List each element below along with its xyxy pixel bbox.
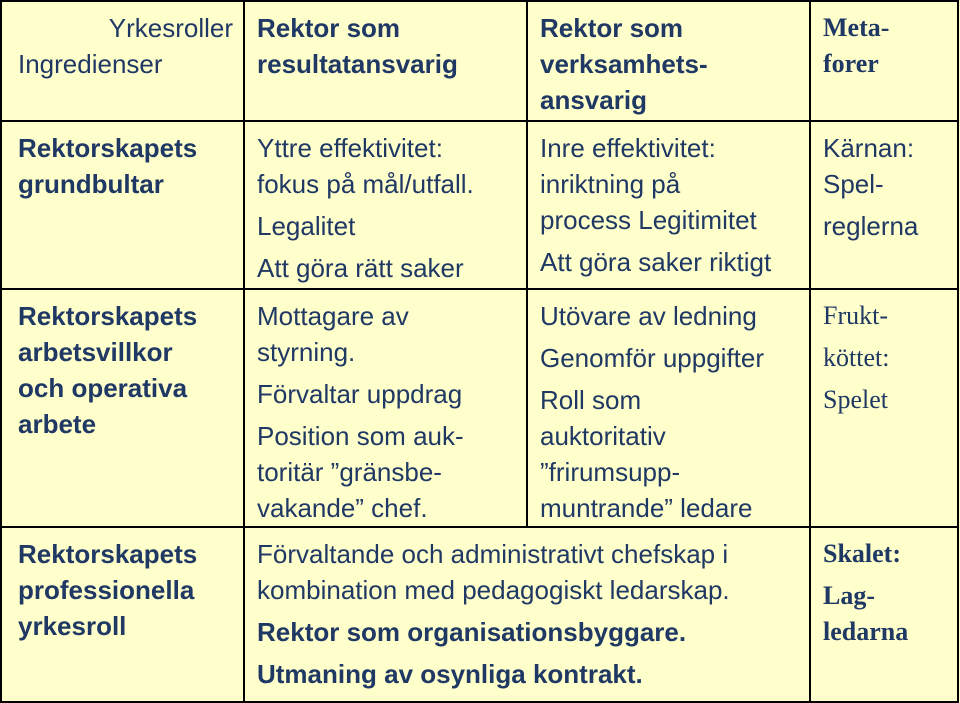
- cell-col3: Kärnan: Spel- reglerna: [810, 121, 958, 289]
- cell-col1: Mottagare av styrning. Förvaltar uppdrag Position som auk- toritär ”gränsbe- vakande” chef.: [244, 289, 527, 527]
- cell-col2: Inre effektivitet: inriktning på process Legitimitet Att göra saker riktigt: [527, 121, 810, 289]
- header-row: [1, 1, 958, 121]
- row-yrkesroll: [1, 527, 958, 702]
- cell-col3: Frukt- köttet: Spelet: [810, 289, 958, 527]
- row-label: Rektorskapets arbetsvillkor och operativa arbete: [1, 289, 244, 527]
- row-arbetsvillkor: [1, 289, 958, 527]
- cell-col1: Yttre effektivitet: fokus på mål/utfall. Legalitet Att göra rätt saker: [244, 121, 527, 289]
- header-col3: Meta- forer: [810, 1, 958, 121]
- corner-cell: [1, 1, 244, 121]
- merged-cell: Förvaltande och administrativt chefskap i kombination med pedagogiskt ledarskap. Rektor som organisationsbyggare. Utmaning av osynliga kontrakt.: [244, 527, 810, 702]
- cell-col2: Utövare av ledning Genomför uppgifter Roll som auktoritativ ”frirumsupp- muntrande” ledare: [527, 289, 810, 527]
- row-grundbultar: [1, 121, 958, 289]
- corner-bottom-label: Ingredienser: [18, 49, 163, 79]
- corner-top-label: Yrkesroller: [108, 13, 233, 43]
- row-label: Rektorskapets grundbultar: [1, 121, 244, 289]
- row-label: Rektorskapets professionella yrkesroll: [1, 527, 244, 702]
- cell-col3: Skalet: Lag- ledarna: [810, 527, 958, 702]
- header-col2: Rektor som verksamhets- ansvarig: [527, 1, 810, 121]
- header-col1: Rektor som resultatansvarig: [244, 1, 527, 121]
